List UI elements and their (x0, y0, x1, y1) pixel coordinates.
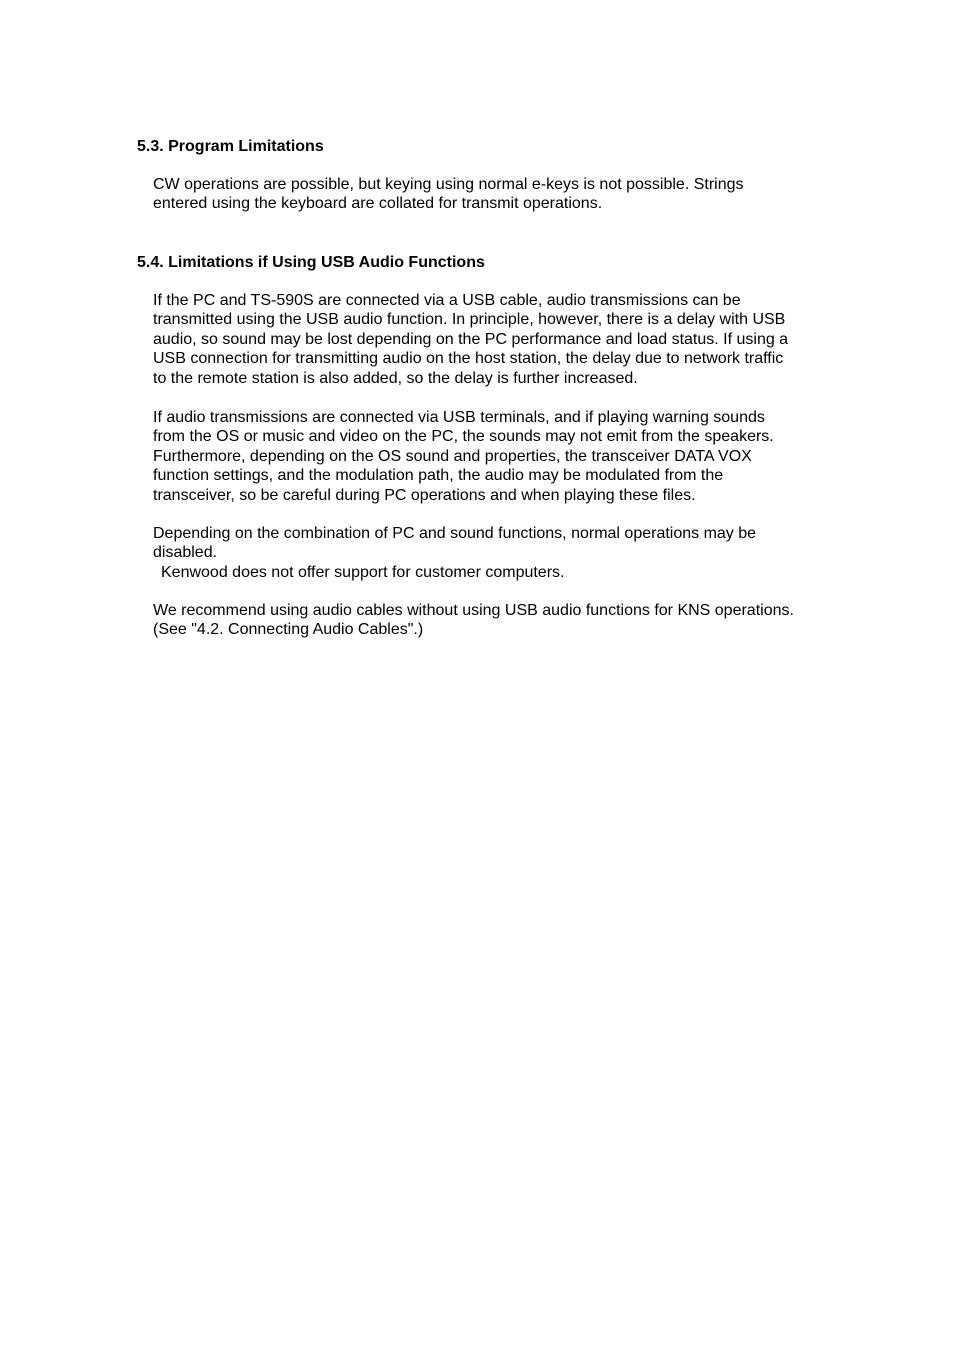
text-line: Furthermore, depending on the OS sound and properties, the transceiver DATA VOX (153, 447, 752, 465)
text-line: (See "4.2. Connecting Audio Cables".) (153, 621, 424, 639)
text-line: entered using the keyboard are collated for transmit operations. (153, 195, 603, 213)
section-heading-5-3: 5.3. Program Limitations (137, 138, 324, 155)
paragraph-usb-terminals (153, 408, 843, 505)
paragraph-pc-sound-combination (153, 524, 843, 582)
text-line: CW operations are possible, but keying using normal e-keys is not possible. Strings (153, 176, 744, 193)
paragraph-usb-delay (153, 291, 843, 388)
text-line: We recommend using audio cables without using USB audio functions for KNS operations. (153, 602, 794, 619)
text-line: to the remote station is also added, so the delay is further increased. (153, 369, 638, 387)
text-line: audio, so sound may be lost depending on the PC performance and load status. If using a (153, 330, 789, 348)
text-line: transmitted using the USB audio function. In principle, however, there is a delay with USB (153, 311, 786, 329)
text-line: Kenwood does not offer support for customer computers. (161, 563, 565, 581)
text-line: function settings, and the modulation path, the audio may be modulated from the (153, 467, 724, 485)
text-line: If audio transmissions are connected via USB terminals, and if playing warning sounds (153, 409, 765, 426)
paragraph-cw-operations (153, 175, 843, 214)
text-line: If the PC and TS-590S are connected via a USB cable, audio transmissions can be (153, 292, 741, 309)
paragraph-recommendation (153, 601, 843, 640)
text-line: transceiver, so be careful during PC operations and when playing these files. (153, 486, 696, 504)
text-line: from the OS or music and video on the PC, the sounds may not emit from the speakers. (153, 428, 774, 446)
text-line: USB connection for transmitting audio on the host station, the delay due to network traffic (153, 350, 784, 368)
text-line: Depending on the combination of PC and sound functions, normal operations may be (153, 525, 757, 542)
section-heading-5-4: 5.4. Limitations if Using USB Audio Functions (137, 254, 485, 271)
text-line: disabled. (153, 544, 218, 562)
